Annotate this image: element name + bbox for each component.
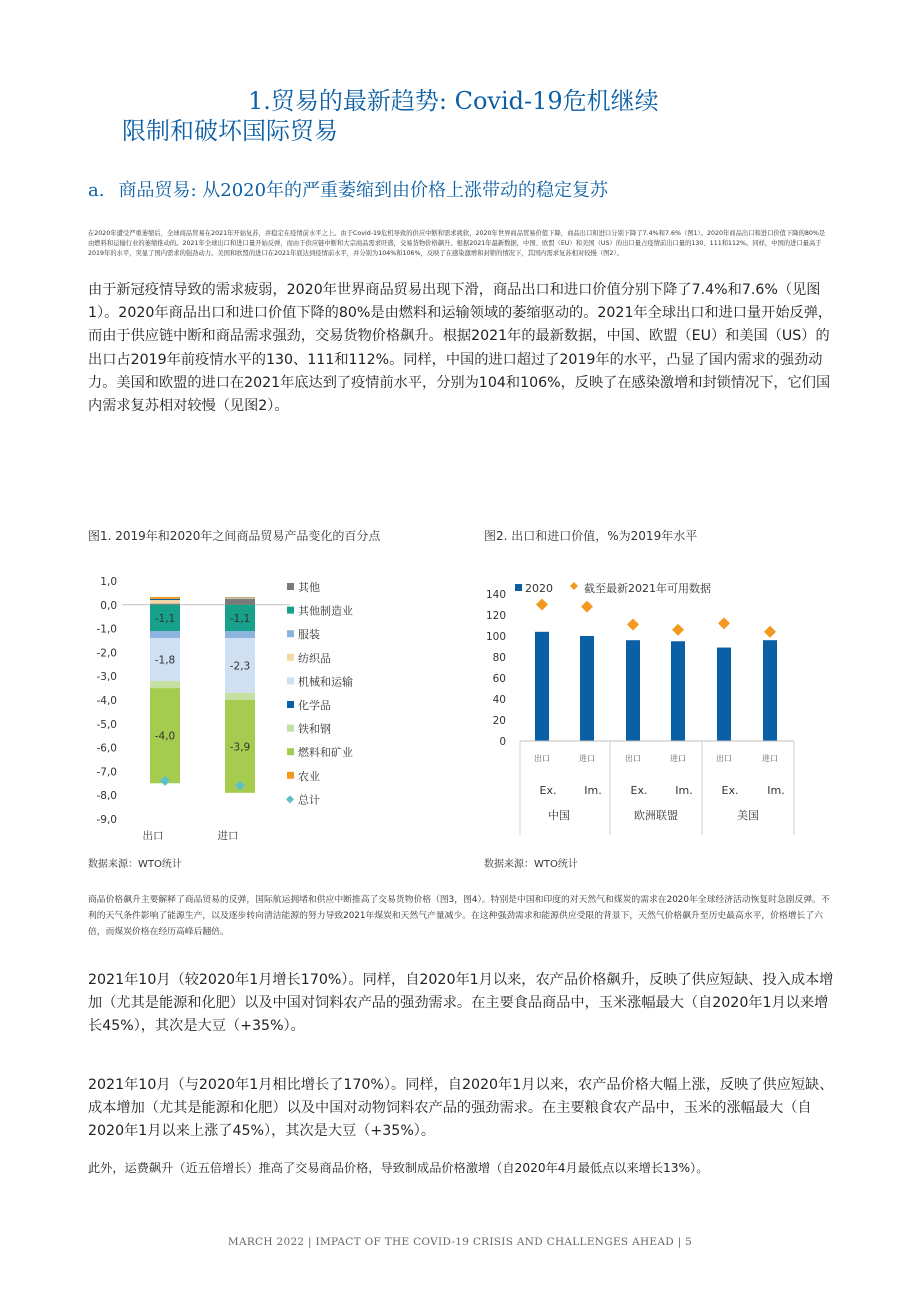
diamond-marker <box>718 617 730 629</box>
small-paragraph: 在2020年遭受严重萎缩后，全球商品贸易在2021年开始复苏，并稳定在疫情前水平之上。由于Covid-19危机导致的供应中断和需求疲软，2020年世界商品贸易价值下降，商品出口和进口分别下降了7.4%和7.6%（图1）。2020年商品出口和进口价值下降的80%是由燃料和运输行业的萎缩推动的。2021年全球出口和进口量开始反弹，而由于供应链中断和大宗商品需求旺盛，交易货物价格飙升。根据2021年最新数据，中国、欧盟（EU）和美国（US）的出口量占疫情前出口量的130、111和112%。同样，中国的进口量高于2019年的水平，突显了国内需求的强劲动力。美国和欧盟的进口在2021年底达到疫情前水平，并分别为104%和106%，反映了在感染激增和封锁的情况下，其国内需求复苏相对较慢（图2）。 <box>88 230 826 257</box>
legend-label: 截至最新2021年可用数据 <box>584 582 711 595</box>
legend-label: 其他制造业 <box>298 604 353 618</box>
diamond-marker <box>581 601 593 613</box>
bar-segment <box>225 598 255 599</box>
y-tick-label: -1,0 <box>96 623 117 636</box>
legend-marker <box>286 795 294 803</box>
diamond-marker <box>764 626 776 638</box>
bar-segment <box>150 600 180 604</box>
y-tick-label: -3,0 <box>96 671 117 684</box>
legend-swatch <box>287 701 294 708</box>
x-tick-label: 出口 <box>625 754 641 763</box>
y-tick-label: -5,0 <box>96 718 117 731</box>
x-tick-label: 进口 <box>217 830 239 842</box>
legend-swatch <box>287 630 294 637</box>
x-tick-label: 出口 <box>716 754 732 763</box>
main-paragraph: 由于新冠疫情导致的需求疲弱，2020年世界商品贸易出现下滑，商品出口和进口价值分别下降了7.4%和7.6%（见图1）。2020年商品出口和进口价值下降的80%是由燃料和运输领域的萎缩驱动的。2021年全球出口和进口量开始反弹，而由于供应链中断和商品需求强劲，交易货物价格飙升。根据2021年的最新数据，中国、欧盟（EU）和美国（US）的出口占2019年前疫情水平的130、111和112%。同样，中国的进口超过了2019年的水平，凸显了国内需求的强劲动力。美国和欧盟的进口在2021年底达到了疫情前水平，分别为104和106%，反映了在感染激增和封锁情况下，它们国内需求复苏相对较慢（见图2）。 <box>88 282 833 415</box>
x-tick-label: 进口 <box>579 754 595 763</box>
page-footer: MARCH 2022 | IMPACT OF THE COVID-19 CRISIS AND CHALLENGES AHEAD | 5 <box>227 1236 693 1248</box>
y-tick-label: -6,0 <box>96 742 117 755</box>
paragraph-b: 2021年10月（较2020年1月增长170%）。同样，自2020年1月以来，农产品价格飙升，反映了供应短缺、投入成本增加（尤其是能源和化肥）以及中国对饲料农产品的强劲需求。在主要食品商品中，玉米涨幅最大（自2020年1月以来增长45%），其次是大豆（+35%）。 <box>88 972 834 1035</box>
bar-segment <box>225 597 255 598</box>
bar-segment <box>150 599 180 600</box>
figure2-source: 数据来源：WTO统计 <box>484 859 578 870</box>
legend-label: 总计 <box>298 793 320 807</box>
x-tick-label: 出口 <box>142 830 164 842</box>
legend-label: 化学品 <box>298 699 331 712</box>
y-tick-label: 40 <box>492 694 506 706</box>
group-label: 欧洲联盟 <box>634 809 678 822</box>
bar <box>626 640 640 741</box>
bar <box>535 632 549 741</box>
title-line-2: 限制和破坏国际贸易 <box>122 117 338 145</box>
x-tick-label: Ex. <box>630 784 648 797</box>
y-tick-label: 140 <box>485 589 506 601</box>
legend-swatch <box>287 607 294 614</box>
y-tick-label: -2,0 <box>96 647 117 660</box>
y-tick-label: 20 <box>492 715 506 727</box>
diamond-marker <box>627 618 639 630</box>
diamond-marker <box>536 599 548 611</box>
legend-label: 铁和钢 <box>298 722 331 736</box>
bar <box>671 641 685 741</box>
section-letter: a. <box>88 180 105 201</box>
y-tick-label: 0,0 <box>100 599 117 612</box>
title-line-1: 1.贸易的最新趋势: Covid-19危机继续 <box>248 87 659 115</box>
data-label: -1,1 <box>229 612 251 625</box>
paragraph-c: 2021年10月（与2020年1月相比增长了170%）。同样，自2020年1月以来，农产品价格大幅上涨，反映了供应短缺、成本增加（尤其是能源和化肥）以及中国对动物饲料农产品的强劲需求。在主要粮食农产品中，玉米的涨幅最大（自2020年1月以来上涨了45%），其次是大豆（+35%）。 <box>88 1077 834 1140</box>
bar-segment <box>150 631 180 638</box>
group-label: 中国 <box>548 809 570 822</box>
x-tick-label: 进口 <box>670 754 686 763</box>
y-tick-label: 0 <box>499 736 506 748</box>
figure2-caption: 图2. 出口和进口价值，%为2019年水平 <box>484 529 698 543</box>
x-tick-label: Ex. <box>721 784 739 797</box>
bar-segment <box>225 631 255 638</box>
section-heading-text: 商品贸易: 从2020年的严重萎缩到由价格上涨带动的稳定复苏 <box>118 180 609 201</box>
legend-swatch <box>287 772 294 779</box>
legend-label: 机械和运输 <box>298 675 353 689</box>
x-tick-label: 进口 <box>762 754 778 763</box>
x-tick-label: Im. <box>675 784 693 797</box>
data-label: -1,8 <box>154 654 176 667</box>
diamond-marker <box>672 624 684 636</box>
bar <box>717 648 731 741</box>
legend-swatch <box>287 583 294 590</box>
legend-swatch <box>515 584 522 591</box>
y-tick-label: -7,0 <box>96 766 117 779</box>
legend-marker <box>570 582 578 590</box>
figure1-chart <box>80 565 380 855</box>
y-tick-label: 100 <box>485 631 506 643</box>
bar <box>763 640 777 741</box>
bar-segment <box>150 681 180 688</box>
y-tick-label: -8,0 <box>96 790 117 803</box>
legend-label: 2020 <box>525 582 553 595</box>
y-tick-label: -9,0 <box>96 814 117 826</box>
figure1-source: 数据来源：WTO统计 <box>88 859 182 870</box>
y-tick-label: 120 <box>485 610 506 622</box>
data-label: -2,3 <box>229 660 251 673</box>
y-tick-label: 1,0 <box>100 576 117 588</box>
legend-swatch <box>287 677 294 684</box>
legend-label: 纺织品 <box>298 651 331 665</box>
x-tick-label: 出口 <box>534 754 550 763</box>
x-tick-label: Ex. <box>539 784 557 797</box>
legend-label: 其他 <box>298 581 320 594</box>
bar-segment <box>150 604 180 605</box>
y-tick-label: -4,0 <box>96 695 117 707</box>
figure2-chart <box>480 565 830 845</box>
data-label: -1,1 <box>154 612 176 625</box>
legend-label: 燃料和矿业 <box>298 746 353 760</box>
legend-label: 服装 <box>298 628 320 642</box>
legend-swatch <box>287 748 294 755</box>
x-tick-label: Im. <box>584 784 602 797</box>
x-tick-label: Im. <box>767 784 785 797</box>
y-tick-label: 80 <box>492 652 506 664</box>
legend-swatch <box>287 725 294 732</box>
section-heading <box>88 176 608 202</box>
group-label: 美国 <box>737 809 759 822</box>
bar-segment <box>225 693 255 700</box>
legend-swatch <box>287 654 294 661</box>
y-tick-label: 60 <box>492 673 506 685</box>
figure1-caption: 图1. 2019年和2020年之间商品贸易产品变化的百分点 <box>88 529 381 543</box>
data-label: -4,0 <box>154 730 176 743</box>
data-label: -3,9 <box>229 741 251 754</box>
legend-label: 农业 <box>298 769 320 783</box>
bar-segment <box>225 599 255 605</box>
bar <box>580 636 594 741</box>
bar-segment <box>150 597 180 599</box>
paragraph-d: 此外，运费飙升（近五倍增长）推高了交易商品价格，导致制成品价格激增（自2020年4月最低点以来增长13%）。 <box>88 1161 709 1175</box>
page-title <box>0 86 920 146</box>
paragraph-after-charts: 商品价格飙升主要解释了商品贸易的反弹，国际航运拥堵和供应中断推高了交易货物价格（图3，图4）。特别是中国和印度的对天然气和煤炭的需求在2020年全球经济活动恢复时急剧反弹。不利的天气条件影响了能源生产，以及逐步转向清洁能源的努力导致2021年煤炭和天然气产量减少。在这种强劲需求和能源供应受限的背景下，天然气价格飙升至历史最高水平，价格增长了六倍，而煤炭价格在经历高峰后翻倍。 <box>88 895 830 937</box>
